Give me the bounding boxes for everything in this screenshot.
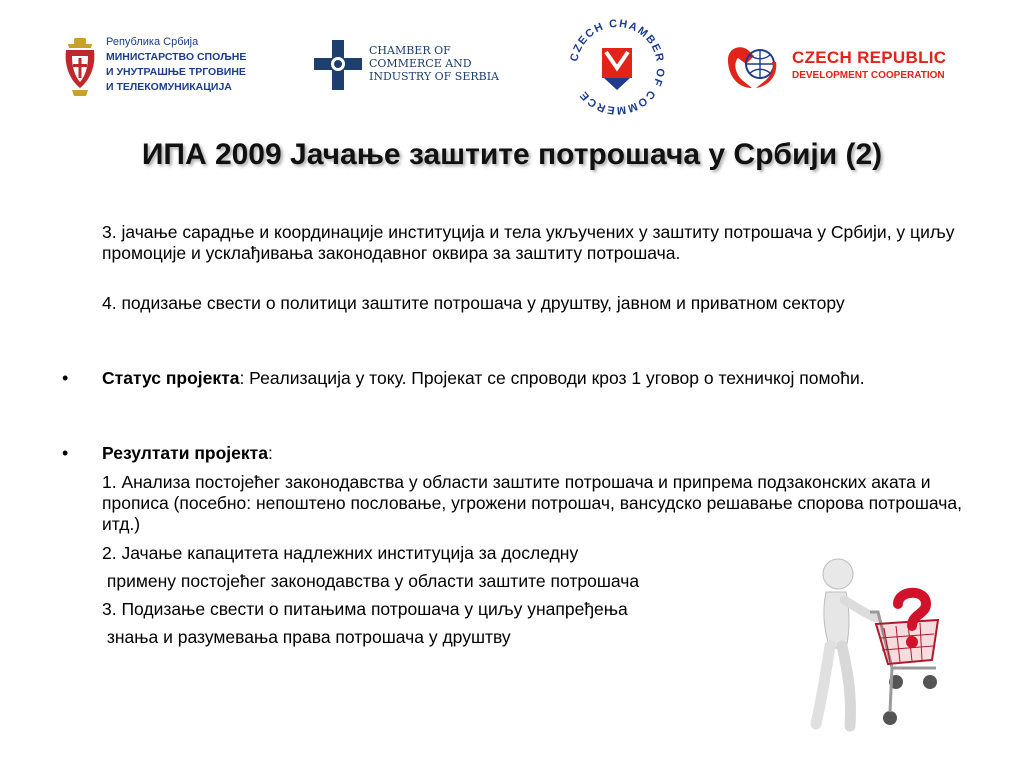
status-text: : Реализација у току. Пројекат се спроводи кроз 1 уговор о техничкој помоћи. [239, 368, 865, 388]
results-colon: : [267, 443, 273, 463]
result-2-line1: 2. Јачање капацитета надлежних институција за доследну [102, 543, 579, 563]
item-3-text: 3. јачање сарадње и координације институција и тела укључених у заштиту потрошача у Србији, у циљу промоције и усклађивања законодавног оквира за заштиту потрошача. [102, 222, 955, 263]
ministry-name-line2: И УНУТРАШЊЕ ТРГОВИНЕ [106, 66, 246, 78]
result-2-line2: примену постојећег законодавства у области заштите потрошача [102, 571, 640, 591]
results-label: Резултати пројекта [102, 443, 268, 463]
czech-republic-text: CZECH REPUBLIC [792, 48, 947, 67]
ministry-name-line3: И ТЕЛЕКОМУНИКАЦИЈА [106, 81, 232, 93]
ministry-logo [62, 36, 262, 102]
czech-development-logo [726, 40, 956, 96]
chamber-serbia-text [369, 44, 499, 83]
ministry-country-text: Република Србија [106, 36, 199, 48]
slide-title: ИПА 2009 Јачање заштите потрошача у Србији (2) [141, 138, 883, 171]
development-cooperation-text: DEVELOPMENT COOPERATION [792, 70, 945, 81]
ministry-name-line1: МИНИСТАРСТВО СПОЉНЕ [106, 51, 247, 63]
result-3-line1: 3. Подизање свести о питањима потрошача у циљу унапређења [102, 599, 628, 619]
ministry-name-text [106, 50, 246, 95]
status-bullet: • [62, 368, 69, 388]
czech-chamber-seal-icon [564, 14, 670, 120]
item-4-text: 4. подизање свести о политици заштите потрошача у друштву, јавном и приватном сектору [102, 293, 845, 313]
hands-globe-icon [726, 40, 778, 92]
logo-bar [0, 0, 1024, 130]
chamber-line1: CHAMBER OF [369, 44, 451, 57]
chamber-serbia-logo [314, 40, 524, 96]
result-1-text: 1. Анализа постојећег законодавства у области заштите потрошача и припрема подзаконских аката и прописа (посебно: непоштено пословање, угрожени потрошач, вансудско решавање спорова потрошача, итд.) [102, 472, 962, 534]
serbian-coat-of-arms-icon [62, 36, 98, 98]
shopping-cart-question-illustration [800, 548, 940, 734]
results-heading [102, 443, 962, 464]
result-3-line2: знања и разумевања права потрошача у друштву [102, 627, 511, 647]
chamber-line2: COMMERCE AND [369, 57, 472, 70]
chamber-cross-icon [314, 40, 362, 90]
chamber-line3: INDUSTRY OF SERBIA [369, 70, 500, 83]
status-paragraph [102, 368, 962, 389]
status-label: Статус пројекта [102, 368, 240, 388]
czech-chamber-logo [564, 14, 670, 120]
results-bullet: • [62, 443, 69, 463]
czech-chamber-ring-text: CZECH CHAMBER OF COMMERCE [568, 17, 667, 117]
